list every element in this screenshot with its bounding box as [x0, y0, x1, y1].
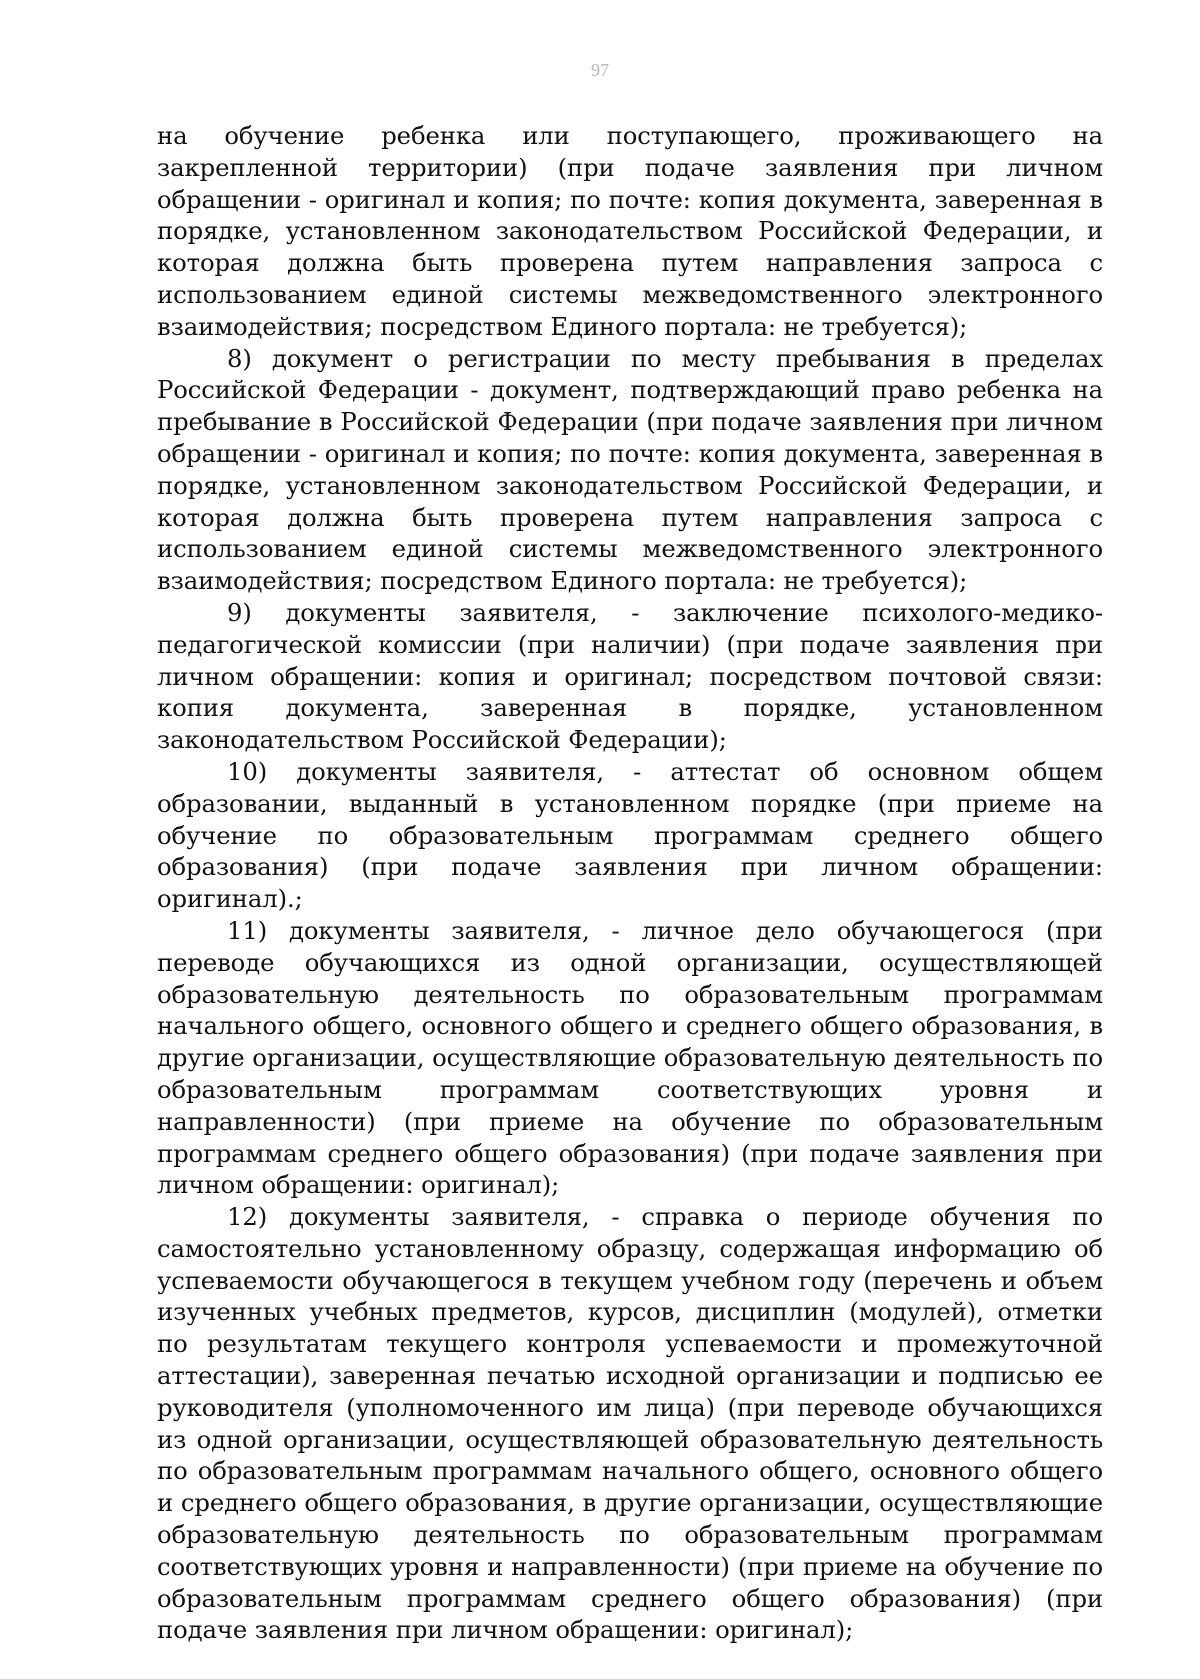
paragraph-item-10: 10) документы заявителя, - аттестат об основном общем образовании, выданный в установленном порядке (при приеме на обучение по образовательным программам среднего общего образования) (при подаче заявления при личном обращении: оригинал).; [157, 756, 1103, 914]
paragraph-item-9: 9) документы заявителя, - заключение психолого-медико-педагогической комиссии (при наличии) (при подаче заявления при личном обращении: копия и оригинал; посредством почтовой связи: копия документа, заверенная в порядке, установленном законодательством Российской Федерации); [157, 597, 1103, 755]
paragraph-item-11: 11) документы заявителя, - личное дело обучающегося (при переводе обучающихся из одной организации, осуществляющей образовательную деятельность по образовательным программам начального общего, основного общего и среднего общего образования, в другие организации, осуществляющие образовательную деятельность по образовательным программам соответствующих уровня и направленности) (при приеме на обучение по образовательным программам среднего общего образования) (при подаче заявления при личном обращении: оригинал); [157, 915, 1103, 1200]
paragraph-item-8: 8) документ о регистрации по месту пребывания в пределах Российской Федерации - документ, подтверждающий право ребенка на пребывание в Российской Федерации (при подаче заявления при личном обращении - оригинал и копия; по почте: копия документа, заверенная в порядке, установленном законодательством Российской Федерации, и которая должна быть проверена путем направления запроса с использованием единой системы межведомственного электронного взаимодействия; посредством Единого портала: не требуется); [157, 343, 1103, 596]
page-number: 97 [591, 60, 609, 80]
document-body [157, 120, 1103, 1646]
paragraph-continuation: на обучение ребенка или поступающего, проживающего на закрепленной территории) (при подаче заявления при личном обращении - оригинал и копия; по почте: копия документа, заверенная в порядке, установленном законодательством Российской Федерации, и которая должна быть проверена путем направления запроса с использованием единой системы межведомственного электронного взаимодействия; посредством Единого портала: не требуется); [157, 121, 1103, 341]
paragraph-item-12: 12) документы заявителя, - справка о периоде обучения по самостоятельно установленному образцу, содержащая информацию об успеваемости обучающегося в текущем учебном году (перечень и объем изученных учебных предметов, курсов, дисциплин (модулей), отметки по результатам текущего контроля успеваемости и промежуточной аттестации), заверенная печатью исходной организации и подписью ее руководителя (уполномоченного им лица) (при переводе обучающихся из одной организации, осуществляющей образовательную деятельность по образовательным программам начального общего, основного общего и среднего общего образования, в другие организации, осуществляющие образовательную деятельность по образовательным программам соответствующих уровня и направленности) (при приеме на обучение по образовательным программам среднего общего образования) (при подаче заявления при личном обращении: оригинал); [157, 1202, 1103, 1645]
